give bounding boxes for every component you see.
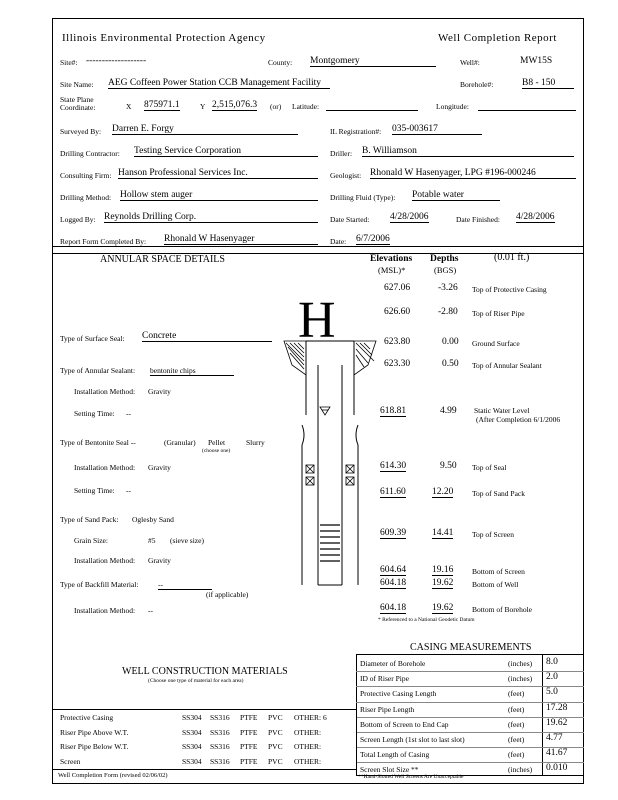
material-option[interactable]: PTFE	[240, 727, 258, 737]
casing-row-unit: (inches)	[508, 659, 533, 668]
casing-row-label: ID of Riser Pipe	[360, 674, 409, 684]
state-plane-label: State Plane Coordinate:	[60, 95, 96, 112]
longitude-label: Longitude:	[436, 102, 469, 111]
longitude-field	[478, 102, 576, 111]
setting-time-label-2: Setting Time:	[74, 486, 115, 495]
casing-row-value: 41.67	[546, 748, 568, 759]
latitude-field	[326, 102, 418, 111]
row-depth: 19.62	[432, 578, 454, 588]
casing-row-value: 19.62	[546, 717, 568, 728]
material-option[interactable]: SS304	[182, 713, 202, 722]
install-method-label-2: Installation Method:	[74, 463, 136, 472]
material-option[interactable]: SS316	[210, 756, 230, 766]
row-desc: Bottom of Borehole	[472, 605, 532, 614]
material-option[interactable]: PVC	[268, 742, 283, 751]
report-completed-value: Rhonald W Hasenyager	[164, 234, 318, 245]
casing-row-value: 4.77	[546, 733, 563, 743]
casing-title: CASING MEASUREMENTS	[410, 642, 532, 653]
material-option[interactable]: PVC	[268, 713, 283, 722]
well-label: Well#:	[460, 58, 480, 67]
form-revision: Well Completion Form (revised 02/06/02)	[58, 772, 168, 779]
casing-row-value: 5.0	[546, 687, 558, 698]
row-desc: Top of Seal	[472, 463, 507, 472]
casing-col-divider	[542, 654, 543, 776]
row-desc: Static Water Level	[474, 406, 530, 415]
consulting-label: Consulting Firm:	[60, 171, 112, 180]
material-option[interactable]: SS316	[210, 713, 230, 722]
material-row-label: Riser Pipe Below W.T.	[60, 742, 129, 751]
row-depth: 12.20	[432, 487, 454, 497]
section-divider	[52, 246, 584, 247]
material-row-label: Protective Casing	[60, 713, 114, 722]
geologist-label: Geologist:	[330, 171, 362, 180]
material-other[interactable]: OTHER:	[294, 727, 322, 737]
borehole-value: B8 - 150	[522, 78, 574, 89]
date-started-value: 4/28/2006	[390, 212, 429, 222]
driller-value: B. Williamson	[362, 146, 574, 157]
casing-row-unit: (inches)	[508, 765, 533, 775]
row-depth: 0.50	[442, 359, 459, 369]
row-elev: 623.30	[384, 359, 411, 369]
annular-sealant-value: bentonite chips	[150, 366, 234, 376]
material-row-label: Screen	[60, 756, 81, 766]
sieve-size-note: (sieve size)	[170, 536, 204, 545]
setting-time-label-1: Setting Time:	[74, 409, 115, 418]
surveyed-label: Surveyed By:	[60, 127, 102, 136]
material-option[interactable]: SS304	[182, 727, 202, 737]
site-name-value: AEG Coffeen Power Station CCB Management Facility	[108, 78, 330, 89]
surface-seal-value: Concrete	[142, 331, 272, 342]
row-elev: 604.64	[380, 565, 407, 575]
install-method-value-2: Gravity	[148, 463, 171, 472]
construction-bottom-rule	[52, 769, 356, 770]
casing-tube	[306, 341, 354, 415]
install-method-label-3: Installation Method:	[74, 556, 136, 565]
site-value: -------------------	[86, 56, 147, 66]
or-label: (or)	[270, 102, 282, 111]
date-value: 6/7/2006	[356, 234, 390, 244]
choose-one-note: (choose one)	[202, 448, 231, 454]
material-row-label: Riser Pipe Above W.T.	[60, 727, 129, 737]
date-label: Date:	[330, 237, 347, 246]
row-desc: Top of Annular Sealant	[472, 361, 542, 370]
row-depth: 14.41	[432, 528, 454, 538]
sand-pack-value: Oglesby Sand	[132, 515, 174, 524]
x-value: 875971.1	[144, 100, 180, 110]
row-elev: 614.30	[380, 461, 407, 471]
casing-row-label: Screen Length (1st slot to last slot)	[360, 735, 465, 744]
row-elev: 604.18	[380, 578, 407, 588]
report-title: Well Completion Report	[438, 32, 557, 44]
site-label: Site#:	[60, 58, 78, 67]
row-desc: Bottom of Screen	[472, 567, 525, 576]
surface-seal-label: Type of Surface Seal:	[60, 334, 125, 343]
install-method-value-3: Gravity	[148, 556, 171, 565]
install-method-value-4: --	[148, 606, 153, 615]
report-completed-label: Report Form Completed By:	[60, 237, 147, 246]
material-option[interactable]: PVC	[268, 756, 283, 766]
date-started-label: Date Started:	[330, 215, 370, 224]
bentonite-seal-marks	[306, 465, 354, 485]
depths-header: Depths	[430, 254, 459, 264]
row-desc: Top of Riser Pipe	[472, 309, 525, 318]
material-other[interactable]: OTHER:	[294, 742, 322, 751]
bentonite-granular: (Granular)	[164, 438, 196, 447]
casing-row-label: Protective Casing Length	[360, 689, 437, 699]
elevations-header: Elevations	[370, 254, 413, 264]
driller-label: Driller:	[330, 149, 353, 158]
row-depth: -2.80	[438, 307, 458, 317]
depths-sub: (BGS)	[434, 265, 457, 275]
row-elev: 618.81	[380, 406, 407, 416]
casing-row-unit: (feet)	[508, 719, 525, 729]
county-label: County:	[268, 58, 293, 67]
casing-row-unit: (feet)	[508, 689, 525, 699]
row-desc: Top of Sand Pack	[472, 489, 526, 498]
construction-top-rule	[52, 709, 356, 710]
row-desc: Ground Surface	[472, 339, 520, 348]
well-value: MW15S	[520, 56, 553, 66]
material-option[interactable]: SS316	[210, 727, 230, 737]
material-other[interactable]: OTHER:	[294, 756, 322, 766]
annular-title: ANNULAR SPACE DETAILS	[100, 254, 225, 265]
elevations-sub: (MSL)*	[378, 265, 406, 275]
drilling-method-value: Hollow stem auger	[120, 190, 318, 201]
backfill-label: Type of Backfill Material:	[60, 580, 139, 589]
drilling-fluid-label: Drilling Fluid (Type):	[330, 193, 396, 202]
casing-row-value: 17.28	[546, 702, 568, 713]
drilling-contractor-value: Testing Service Corporation	[134, 146, 318, 157]
material-option[interactable]: PVC	[268, 727, 283, 737]
casing-row-unit: (feet)	[508, 735, 525, 744]
grain-size-value: #5	[148, 536, 156, 545]
casing-row-value: 8.0	[546, 657, 558, 667]
casing-note: **Hand-Slotted Well Screens Are Unacceptable	[358, 774, 464, 780]
il-reg-label: IL Registration#:	[330, 127, 382, 136]
row-depth: -3.26	[438, 283, 458, 293]
casing-row-unit: (inches)	[508, 674, 533, 684]
row-desc: Bottom of Well	[472, 580, 519, 589]
logged-value: Reynolds Drilling Corp.	[104, 212, 318, 223]
row-depth: 4.99	[440, 406, 457, 416]
row-depth: 9.50	[440, 461, 457, 471]
il-reg-value: 035-003617	[392, 124, 482, 135]
construction-subtitle: (Choose one type of material for each area)	[148, 678, 244, 684]
casing-row-unit: (feet)	[508, 704, 525, 714]
well-cap-letter: H	[298, 292, 336, 349]
precision-label: (0.01 ft.)	[494, 252, 530, 263]
screen-slots	[320, 525, 340, 561]
date-finished-value: 4/28/2006	[516, 212, 555, 222]
bentonite-slurry: Slurry	[246, 438, 265, 447]
material-option[interactable]: PTFE	[240, 713, 258, 722]
county-value: Montgomery	[310, 56, 436, 67]
construction-title: WELL CONSTRUCTION MATERIALS	[122, 666, 288, 677]
material-option[interactable]: SS316	[210, 742, 230, 751]
material-option[interactable]: SS304	[182, 742, 202, 751]
drilling-fluid-value: Potable water	[412, 190, 500, 201]
row-elev: 604.18	[380, 603, 407, 613]
water-level-icon	[320, 407, 330, 415]
date-finished-label: Date Finished:	[456, 215, 500, 224]
row-depth: 19.62	[432, 603, 454, 613]
row-elev: 627.06	[384, 283, 411, 293]
casing-row-label: Bottom of Screen to End Cap	[360, 719, 449, 729]
casing-row-label: Total Length of Casing	[360, 750, 430, 760]
y-value: 2,515,076.3	[212, 100, 258, 110]
borehole-label: Borehole#:	[460, 80, 494, 89]
bentonite-pellet: Pellet	[208, 438, 226, 447]
annular-sealant-label: Type of Annular Sealant:	[60, 366, 136, 375]
casing-row-value: 0.010	[546, 763, 568, 774]
casing-row-label: Diameter of Borehole	[360, 659, 426, 668]
swl-note: (After Completion 6/1/2006	[476, 415, 561, 424]
material-option[interactable]: PTFE	[240, 756, 258, 766]
row-elev: 626.60	[384, 307, 411, 317]
drilling-contractor-label: Drilling Contractor:	[60, 149, 120, 158]
site-name-label: Site Name:	[60, 80, 94, 89]
row-desc: Top of Protective Casing	[472, 285, 547, 294]
x-label: X	[126, 102, 132, 111]
y-label: Y	[200, 102, 206, 111]
row-desc: Top of Screen	[472, 530, 514, 539]
row-elev: 623.80	[384, 337, 411, 347]
riser-pipe	[318, 365, 342, 585]
backfill-value: --	[158, 580, 212, 590]
consulting-value: Hanson Professional Services Inc.	[118, 168, 318, 179]
row-depth: 19.16	[432, 565, 454, 575]
casing-row-value: 2.0	[546, 672, 558, 683]
setting-time-value-1: --	[126, 409, 131, 418]
install-method-value-1: Gravity	[148, 387, 171, 396]
latitude-label: Latitude:	[292, 102, 320, 111]
construction-right-rule	[356, 709, 357, 769]
casing-row-unit: (feet)	[508, 750, 525, 760]
datum-note: * Referenced to a National Geodetic Datum	[378, 617, 475, 623]
bentonite-label: Type of Bentonite Seal --	[60, 438, 136, 447]
row-depth: 0.00	[442, 337, 459, 347]
casing-row-label: Screen Slot Size **	[360, 765, 419, 775]
sand-pack-label: Type of Sand Pack:	[60, 515, 119, 524]
logged-label: Logged By:	[60, 215, 96, 224]
material-option[interactable]: PTFE	[240, 742, 258, 751]
drilling-method-label: Drilling Method:	[60, 193, 112, 202]
row-elev: 609.39	[380, 528, 407, 538]
install-method-label-1: Installation Method:	[74, 387, 136, 396]
casing-row-label: Riser Pipe Length	[360, 704, 415, 714]
material-option[interactable]: SS304	[182, 756, 202, 766]
grain-size-label: Grain Size:	[74, 536, 108, 545]
if-applicable-note: (if applicable)	[206, 590, 249, 599]
surveyed-value: Darren E. Forgy	[112, 124, 298, 135]
install-method-label-4: Installation Method:	[74, 606, 136, 615]
material-other[interactable]: OTHER: 6	[294, 713, 327, 722]
well-diagram	[280, 285, 380, 590]
setting-time-value-2: --	[126, 486, 131, 495]
agency-title: Illinois Environmental Protection Agency	[62, 32, 266, 44]
geologist-value: Rhonald W Hasenyager, LPG #196-000246	[370, 168, 576, 179]
row-elev: 611.60	[380, 487, 406, 497]
